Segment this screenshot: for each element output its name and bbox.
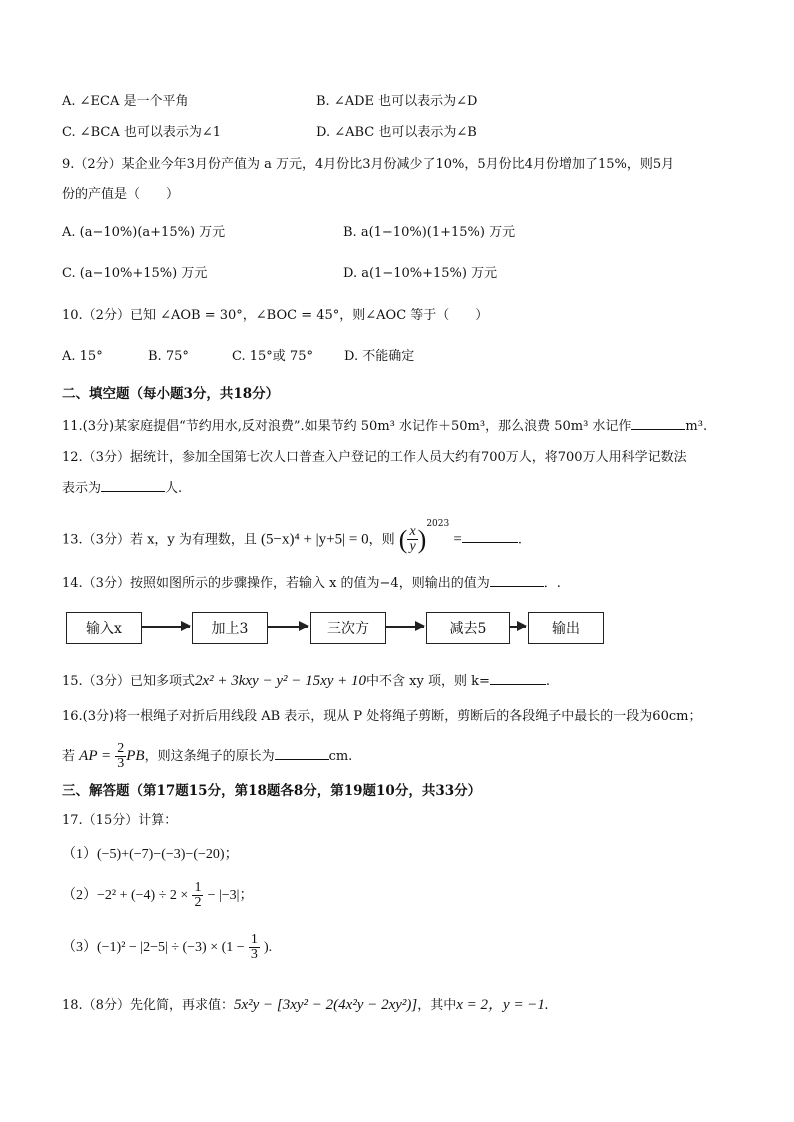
q17-part2-pre: （2）−2² + (−4) ÷ 2 × <box>62 888 189 903</box>
flow-arrow-4 <box>510 626 526 628</box>
flow-box-sub5 <box>426 612 510 644</box>
q17-part3-numerator: 1 <box>250 932 258 947</box>
q12-blank <box>101 479 165 492</box>
q8-option-b: B. ∠ADE 也可以表示为∠D <box>316 94 478 109</box>
q15 <box>62 672 550 691</box>
q13-left-paren: ( <box>398 524 408 554</box>
q10-option-c: C. 15°或 75° <box>232 349 313 364</box>
q12-line1: 12.（3分）据统计，参加全国第七次人口普查入户登记的工作人员大约有700万人，将700万人用科学记数法 <box>62 450 687 465</box>
q15-prefix: 15.（3分）已知多项式 <box>62 674 195 689</box>
q10-option-a: A. 15° <box>62 349 103 364</box>
q17-stem: 17.（15分）计算： <box>62 813 178 828</box>
q16-denominator: 3 <box>117 756 125 771</box>
q8-option-a: A. ∠ECA 是一个平角 <box>62 94 189 109</box>
q18-mid: ，其中 <box>417 998 457 1013</box>
flow-arrow-3 <box>386 626 424 628</box>
q9-option-d: D. a(1−10%+15%) 万元 <box>343 266 498 281</box>
q9-option-c: C. (a−10%+15%) 万元 <box>62 266 208 281</box>
q16-prefix: 若 <box>62 749 76 764</box>
q13-fraction <box>407 525 417 554</box>
q9-stem-line2: 份的产值是（ ） <box>62 187 180 202</box>
flow-box-add3 <box>192 612 268 644</box>
q16-line1: 16.(3分)将一根绳子对折后用线段 AB 表示，现从 P 处将绳子剪断，剪断后的各段绳子中最长的一段为60cm； <box>62 709 702 724</box>
q14-text: 14.（3分）按照如图所示的步骤操作，若输入 x 的值为−4，则输出的值为 <box>62 576 490 591</box>
q14 <box>62 574 561 593</box>
q17-part1: （1）(−5)+(−7)−(−3)−(−20)； <box>62 847 239 862</box>
q9-option-a: A. (a−10%)(a+15%) 万元 <box>62 225 226 240</box>
flow-box-cube <box>310 612 386 644</box>
q18-expression: 5x²y − [3xy² − 2(4x²y − 2xy²)] <box>233 997 418 1013</box>
flow-label-sub5: 减去5 <box>449 621 487 637</box>
q14-tail: ．. <box>543 576 561 591</box>
section-heading-solutions: 三、解答题（第17题15分，第18题各8分，第19题10分，共33分） <box>62 783 482 799</box>
q17-part2-numerator: 1 <box>194 880 202 895</box>
q17-part3-pre: （3）(−1)² − |2−5| ÷ (−3) × (1 − <box>62 940 245 955</box>
q16-rhs: PB <box>126 748 145 764</box>
flow-label-cube: 三次方 <box>327 621 369 637</box>
q11-blank <box>631 417 685 430</box>
q13-tail: . <box>517 532 522 548</box>
section-heading-fill-in: 二、填空题（每小题3分，共18分） <box>62 386 280 402</box>
q17-part2-denominator: 2 <box>194 895 202 910</box>
q15-blank <box>490 672 546 685</box>
q15-tail: . <box>545 674 551 689</box>
q17-part3 <box>62 930 272 966</box>
q12-prefix: 表示为 <box>62 481 102 496</box>
q11 <box>62 417 707 436</box>
q16-lhs: AP = <box>79 748 112 764</box>
q8-option-c: C. ∠BCA 也可以表示为∠1 <box>62 125 222 140</box>
q13-prefix: 13.（3分）若 x，y 为有理数，且 <box>62 532 257 548</box>
q13-exponent: 2023 <box>426 519 450 529</box>
flow-arrow-1 <box>142 626 190 628</box>
q13 <box>62 516 522 560</box>
q10-option-d: D. 不能确定 <box>344 349 415 364</box>
q13-numerator: x <box>409 524 416 540</box>
q17-part2 <box>62 878 253 914</box>
q13-right-paren: ) <box>417 524 427 554</box>
q11-text: 11.(3分)某家庭提倡“节约用水,反对浪费”.如果节约 50m³ 水记作＋50m³，那么浪费 50m³ 水记作 <box>62 419 632 434</box>
flow-label-output: 输出 <box>552 621 580 637</box>
q9-option-b: B. a(1−10%)(1+15%) 万元 <box>343 225 516 240</box>
q17-part2-post: − |−3|； <box>207 888 254 903</box>
q13-denominator: y <box>409 539 416 555</box>
q11-unit: m³. <box>685 419 708 434</box>
q16-tail: cm. <box>328 749 353 764</box>
flow-label-add3: 加上3 <box>211 621 249 637</box>
flow-box-output <box>528 612 604 644</box>
q13-expression: (5−x)⁴ + |y+5| = 0 <box>261 531 369 548</box>
q16-numerator: 2 <box>117 741 125 756</box>
q17-part3-fraction <box>249 933 260 962</box>
q9-stem-line1: 9.（2分）某企业今年3月份产值为 a 万元，4月份比3月份减少了10%，5月份比4月份增加了15%，则5月 <box>62 157 675 172</box>
q12-tail: 人. <box>165 481 183 496</box>
q13-equals: = <box>453 531 462 548</box>
q18-condition: x = 2，y = −1. <box>456 997 549 1013</box>
q16-mid: ，则这条绳子的原长为 <box>144 749 275 764</box>
q16-fraction <box>115 742 126 771</box>
flow-label-input: 输入x <box>86 621 122 637</box>
flow-box-input <box>66 612 142 644</box>
q18-prefix: 18.（8分）先化简，再求值： <box>62 998 234 1013</box>
q14-blank <box>490 574 544 587</box>
q13-mid: ，则 <box>368 532 395 548</box>
q18 <box>62 996 549 1015</box>
q10-option-b: B. 75° <box>148 349 189 364</box>
q16-blank <box>275 747 329 760</box>
q17-part3-post: ). <box>263 940 273 955</box>
q16-line2 <box>62 738 352 775</box>
q13-blank <box>462 530 518 543</box>
q17-part3-denominator: 3 <box>250 947 258 962</box>
q10-stem: 10.（2分）已知 ∠AOB = 30°，∠BOC = 45°，则∠AOC 等于（ ） <box>62 308 489 323</box>
q17-part2-fraction <box>192 881 203 910</box>
q12-line2 <box>62 479 182 498</box>
q8-option-d: D. ∠ABC 也可以表示为∠B <box>316 125 477 140</box>
q15-mid: 中不含 xy 项，则 k= <box>366 674 490 689</box>
q15-expression: 2x² + 3kxy − y² − 15xy + 10 <box>194 673 367 689</box>
flow-arrow-2 <box>268 626 308 628</box>
